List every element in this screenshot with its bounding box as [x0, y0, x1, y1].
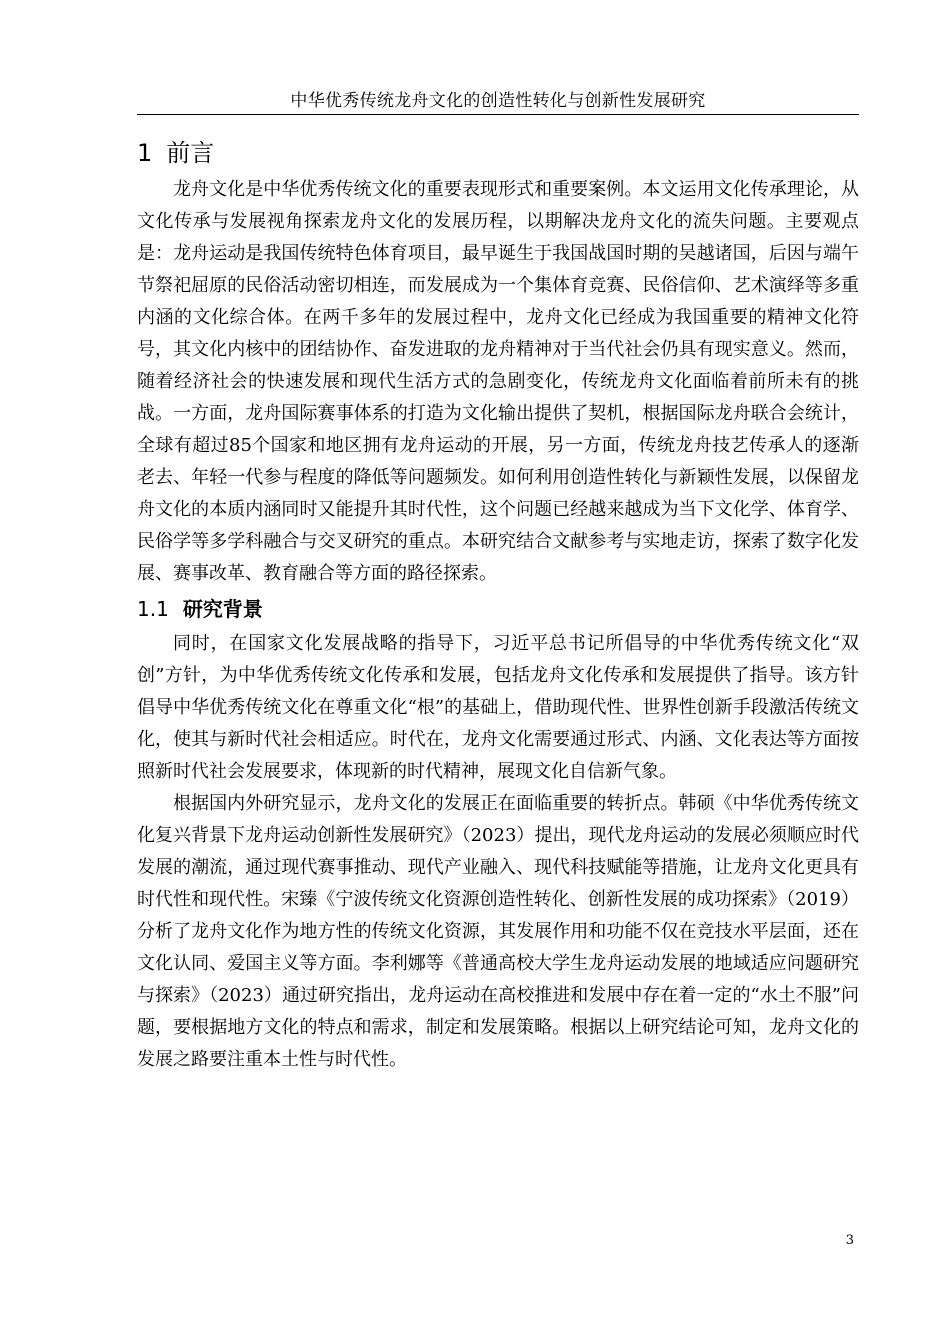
paragraph: 同时，在国家文化发展战略的指导下，习近平总书记所倡导的中华优秀传统文化“双创”方针，为中华优秀传统文化传承和发展，包括龙舟文化传承和发展提供了指导。该方针倡导中华优秀传统文化在尊重文化“根”的基础上，借助现代性、世界性创新手段激活传统文化，使其与新时代社会相适应。时代在，龙舟文化需要通过形式、内涵、文化表达等方面按照新时代社会发展要求，体现新的时代精神，展现文化自信新气象。 [137, 633, 859, 782]
section-heading-introduction [137, 134, 859, 172]
paragraph: 根据国内外研究显示，龙舟文化的发展正在面临重要的转折点。韩硕《中华优秀传统文化复兴背景下龙舟运动创新性发展研究》（2023）提出，现代龙舟运动的发展必须顺应时代发展的潮流，通过现代赛事推动、现代产业融入、现代科技赋能等措施，让龙舟文化更具有时代性和现代性。宋臻《宁波传统文化资源创造性转化、创新性发展的成功探索》（2019）分析了龙舟文化作为地方性的传统文化资源，其发展作用和功能不仅在竞技水平层面，还在文化认同、爱国主义等方面。李利娜等《普通高校大学生龙舟运动发展的地域适应问题研究与探索》（2023）通过研究指出，龙舟运动在高校推进和发展中存在着一定的“水土不服”问题，要根据地方文化的特点和需求，制定和发展策略。根据以上研究结论可知，龙舟文化的发展之路要注重本土性与时代性。 [137, 793, 859, 1070]
section-number: 1 [137, 139, 153, 167]
subsection-title: 研究背景 [182, 597, 263, 621]
header-divider [137, 114, 859, 115]
page-body [137, 134, 859, 1076]
subsection-heading-background [137, 592, 859, 626]
section-title: 前言 [166, 139, 215, 167]
page-number: 3 [845, 1233, 854, 1248]
running-header-title: 中华优秀传统龙舟文化的创造性转化与创新性发展研究 [290, 91, 706, 111]
paragraph: 龙舟文化是中华优秀传统文化的重要表现形式和重要案例。本文运用文化传承理论，从文化传承与发展视角探索龙舟文化的发展历程，以期解决龙舟文化的流失问题。主要观点是：龙舟运动是我国传统特色体育项目，最早诞生于我国战国时期的吴越诸国，后因与端午节祭祀屈原的民俗活动密切相连，而发展成为一个集体育竞赛、民俗信仰、艺术演绎等多重内涵的文化综合体。在两千多年的发展过程中，龙舟文化已经成为我国重要的精神文化符号，其文化内核中的团结协作、奋发进取的龙舟精神对于当代社会仍具有现实意义。然而，随着经济社会的快速发展和现代生活方式的急剧变化，传统龙舟文化面临着前所未有的挑战。一方面，龙舟国际赛事体系的打造为文化输出提供了契机，根据国际龙舟联合会统计，全球有超过85个国家和地区拥有龙舟运动的开展，另一方面，传统龙舟技艺传承人的逐渐老去、年轻一代参与程度的降低等问题频发。如何利用创造性转化与新颖性发展，以保留龙舟文化的本质内涵同时又能提升其时代性，这个问题已经越来越成为当下文化学、体育学、民俗学等多学科融合与交叉研究的重点。本研究结合文献参考与实地走访，探索了数字化发展、赛事改革、教育融合等方面的路径探索。 [137, 179, 859, 584]
subsection-number: 1.1 [137, 597, 169, 621]
